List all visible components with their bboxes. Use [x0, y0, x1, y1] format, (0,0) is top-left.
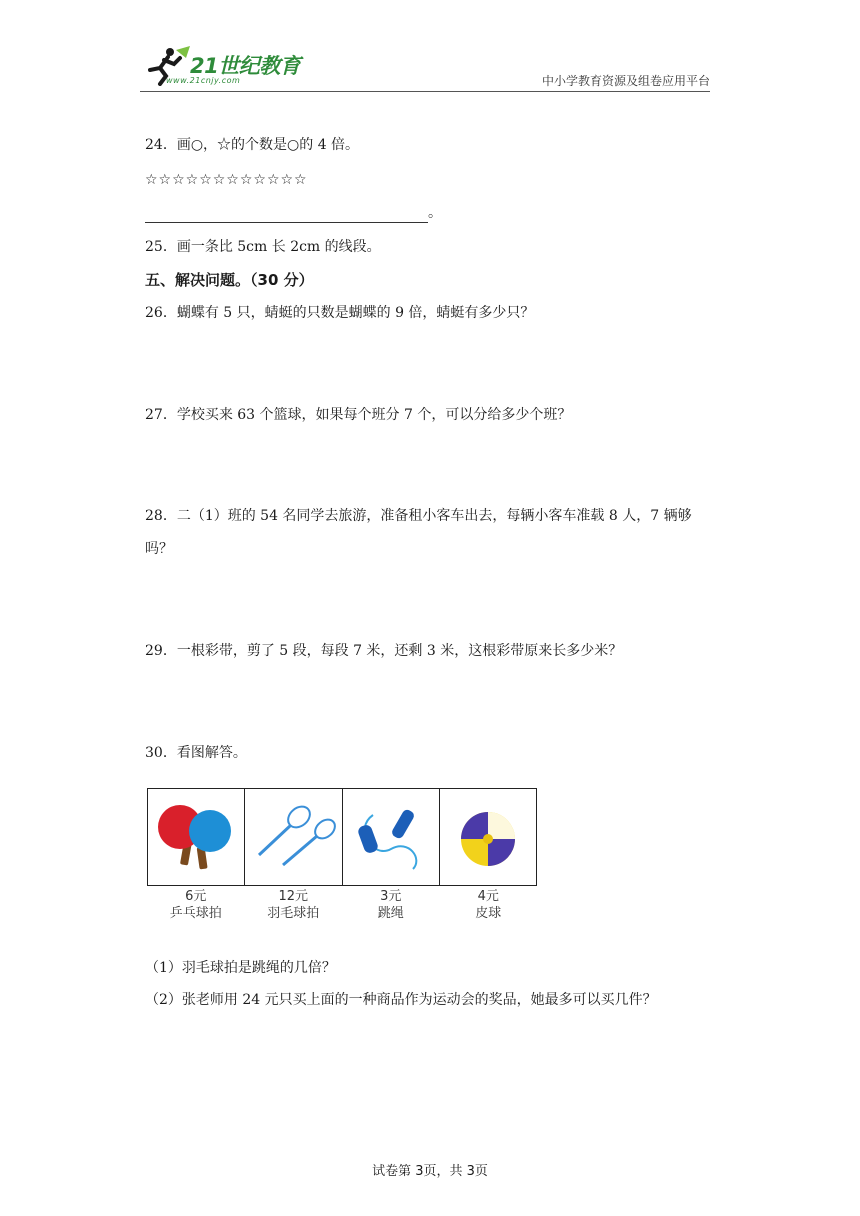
- header-divider: [140, 91, 710, 92]
- page-header: [140, 40, 710, 92]
- answer-blank-line[interactable]: [145, 206, 428, 223]
- question-30: 30．看图解答。: [145, 745, 247, 761]
- item-name: 羽毛球拍: [267, 906, 320, 921]
- item-label: [342, 888, 440, 922]
- item-label: [147, 888, 245, 922]
- item-cell-ball: [440, 789, 536, 885]
- item-name: 乒乓球拍: [169, 906, 222, 921]
- price-table: [147, 788, 537, 886]
- question-28: 28．二（1）班的 54 名同学去旅游，准备租小客车出去，每辆小客车准载 8 人，7 辆够: [145, 508, 692, 524]
- platform-name: 中小学教育资源及组卷应用平台: [541, 74, 710, 88]
- item-cell-jumprope: [343, 789, 440, 885]
- question-28-cont: 吗？: [145, 541, 173, 557]
- question-30-1: （1）羽毛球拍是跳绳的几倍？: [145, 960, 336, 976]
- question-26: 26．蝴蝶有 5 只，蜻蜓的只数是蝴蝶的 9 倍，蜻蜓有多少只？: [145, 305, 535, 321]
- answer-period: 。: [428, 205, 442, 221]
- logo: [140, 40, 310, 90]
- logo-url: www.21cnjy.com: [166, 76, 241, 85]
- ping-pong-paddles-icon: [148, 789, 244, 885]
- question-30-2: （2）张老师用 24 元只买上面的一种商品作为运动会的奖品，她最多可以买几件？: [145, 992, 657, 1008]
- item-price: 3元: [380, 889, 402, 904]
- beach-ball-icon: [440, 789, 536, 885]
- item-label: [245, 888, 343, 922]
- page-footer: 试卷第 3页，共 3页: [372, 1164, 488, 1179]
- question-25: 25．画一条比 5cm 长 2cm 的线段。: [145, 239, 381, 255]
- question-24-stars: ☆☆☆☆☆☆☆☆☆☆☆☆: [145, 172, 308, 188]
- question-24: 24．画○，☆的个数是○的 4 倍。: [145, 137, 360, 153]
- item-name: 跳绳: [377, 906, 404, 921]
- item-name: 皮球: [475, 906, 502, 921]
- logo-text: 21世纪教育: [190, 54, 301, 78]
- question-29: 29．一根彩带，剪了 5 段，每段 7 米，还剩 3 米，这根彩带原来长多少米？: [145, 643, 623, 659]
- question-27: 27．学校买来 63 个篮球，如果每个班分 7 个，可以分给多少个班？: [145, 407, 572, 423]
- item-cell-badminton: [245, 789, 342, 885]
- section-title: 五、解决问题。（30 分）: [145, 271, 314, 289]
- badminton-rackets-icon: [245, 789, 341, 885]
- question-24-answer: [145, 203, 442, 223]
- item-label: [440, 888, 538, 922]
- item-price: 6元: [185, 889, 207, 904]
- jump-rope-icon: [343, 789, 439, 885]
- item-price: 12元: [278, 889, 309, 904]
- item-price: 4元: [477, 889, 499, 904]
- item-cell-pingpong: [148, 789, 245, 885]
- price-labels: [147, 888, 537, 922]
